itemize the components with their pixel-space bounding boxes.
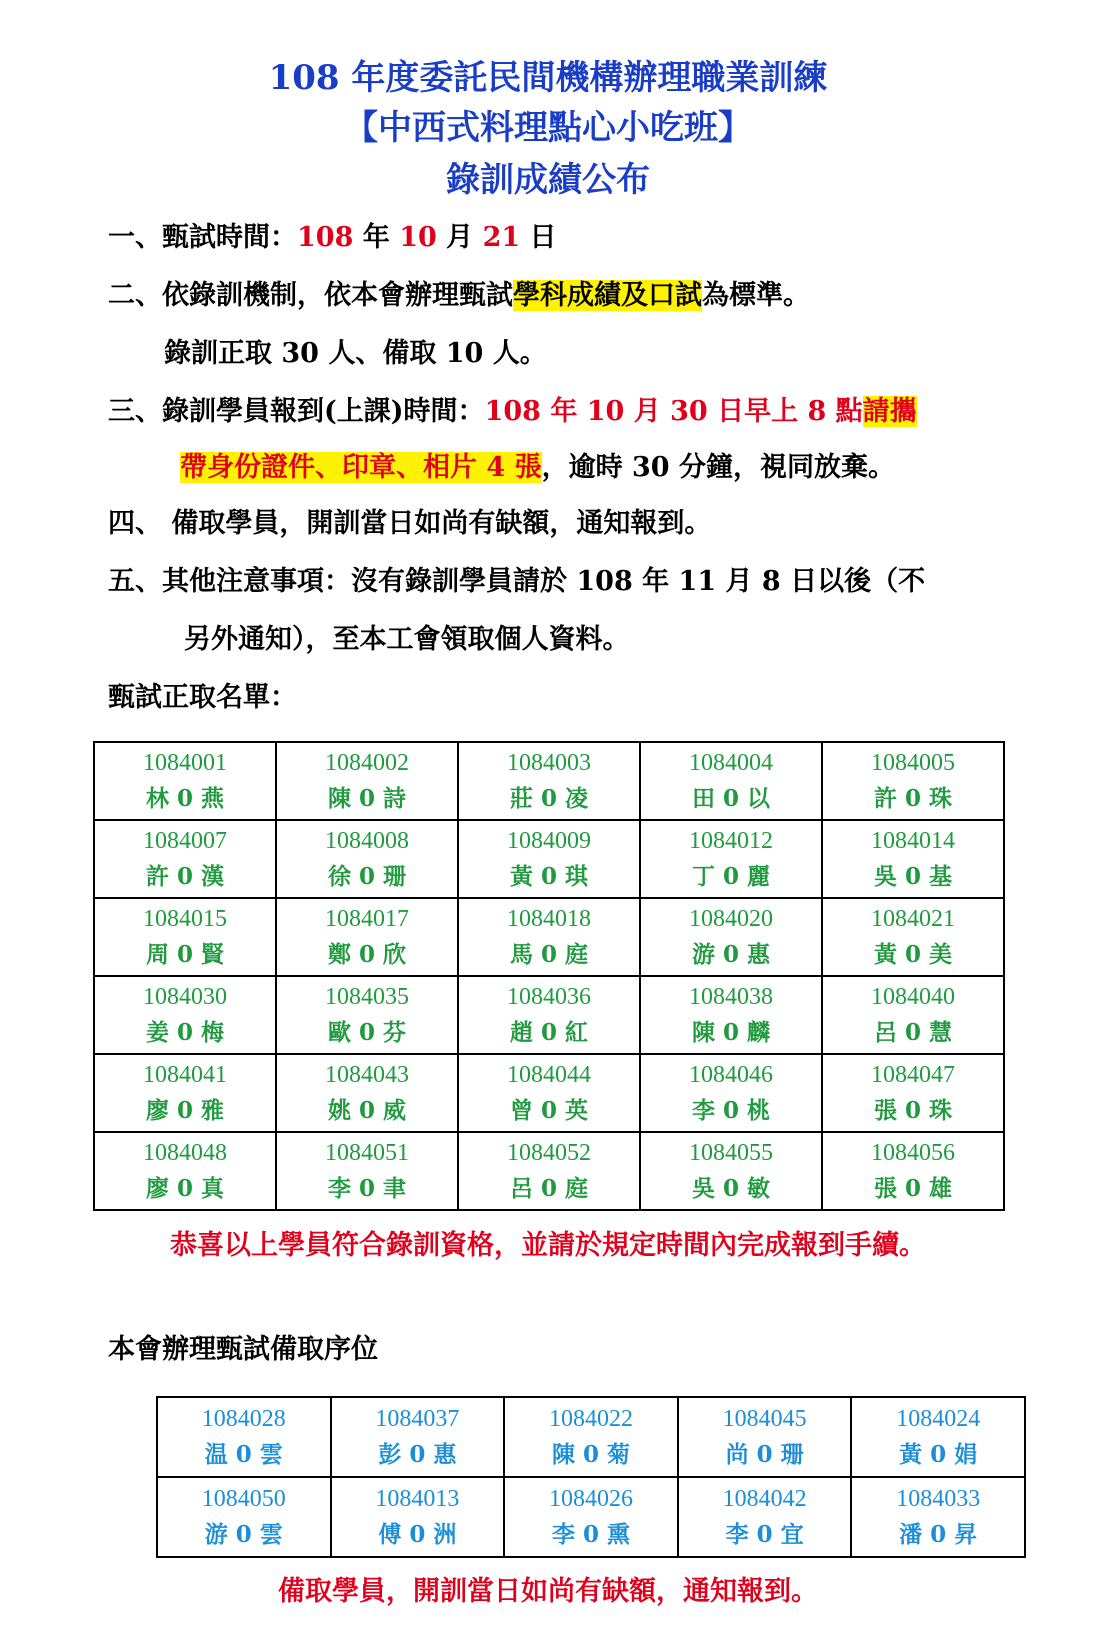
student-id: 1084046 (689, 1062, 773, 1088)
student-id: 1084030 (143, 984, 227, 1010)
student-name: 李 0 熏 (551, 1521, 630, 1548)
student-id: 1084012 (689, 828, 773, 854)
table-cell (157, 1477, 331, 1557)
student-id: 1084020 (689, 906, 773, 932)
student-name: 許 0 珠 (873, 785, 953, 812)
student-id: 1084048 (143, 1140, 227, 1166)
table-cell (851, 1397, 1025, 1477)
table-cell (94, 898, 276, 976)
student-id: 1084005 (871, 750, 955, 776)
exam-year-unit: 年 (353, 222, 400, 253)
exam-month-unit: 月 (436, 222, 483, 253)
report-bring-highlight-a: 請攜 (862, 396, 917, 427)
table-cell (504, 1477, 678, 1557)
student-id: 1084056 (871, 1140, 955, 1166)
table-cell (822, 976, 1004, 1054)
table-row (157, 1477, 1025, 1557)
student-name: 周 0 賢 (145, 941, 225, 968)
report-prefix: 三、錄訓學員報到(上課)時間： (108, 396, 485, 427)
table-row (94, 898, 1004, 976)
student-name: 姚 0 威 (327, 1097, 407, 1124)
student-id: 1084003 (507, 750, 591, 776)
student-name: 尚 0 珊 (725, 1441, 804, 1468)
table-row (157, 1397, 1025, 1477)
table-row (94, 976, 1004, 1054)
student-id: 1084037 (375, 1406, 460, 1432)
student-id: 1084033 (896, 1486, 981, 1512)
student-name: 黃 0 美 (873, 941, 953, 968)
student-name: 陳 0 菊 (551, 1441, 630, 1468)
table-cell (678, 1477, 852, 1557)
congrats-message: 恭喜以上學員符合錄訓資格，並請於規定時間內完成報到手續。 (170, 1230, 926, 1261)
student-id: 1084036 (507, 984, 591, 1010)
waitlist-table (156, 1396, 1026, 1558)
table-cell (504, 1397, 678, 1477)
table-cell (640, 742, 822, 820)
student-id: 1084040 (871, 984, 955, 1010)
student-id: 1084026 (548, 1486, 633, 1512)
table-cell (640, 820, 822, 898)
table-cell (276, 1054, 458, 1132)
item-report-time (108, 394, 917, 430)
student-name: 游 0 惠 (691, 941, 771, 968)
student-name: 張 0 雄 (873, 1175, 953, 1202)
student-id: 1084047 (871, 1062, 955, 1088)
table-cell (276, 742, 458, 820)
table-row (94, 820, 1004, 898)
criteria-prefix: 二、依錄訓機制，依本會辦理甄試 (108, 280, 513, 311)
table-cell (822, 1054, 1004, 1132)
student-id: 1084015 (143, 906, 227, 932)
table-cell (276, 898, 458, 976)
student-id: 1084022 (548, 1406, 633, 1432)
table-cell (640, 898, 822, 976)
item-waitlist-notice: 四、 備取學員，開訓當日如尚有缺額，通知報到。 (108, 508, 712, 539)
table-cell (276, 976, 458, 1054)
table-cell (94, 742, 276, 820)
student-id: 1084017 (325, 906, 409, 932)
student-id: 1084028 (201, 1406, 286, 1432)
table-cell (331, 1397, 505, 1477)
student-id: 1084042 (722, 1486, 807, 1512)
student-id: 1084009 (507, 828, 591, 854)
student-id: 1084050 (201, 1486, 286, 1512)
student-name: 馬 0 庭 (509, 941, 589, 968)
student-name: 張 0 珠 (873, 1097, 953, 1124)
table-cell (678, 1397, 852, 1477)
student-name: 吳 0 基 (873, 863, 953, 890)
student-id: 1084044 (507, 1062, 591, 1088)
item-quota: 錄訓正取 30 人、備取 10 人。 (164, 338, 547, 369)
student-name: 潘 0 昇 (899, 1521, 978, 1548)
table-cell (276, 1132, 458, 1210)
student-name: 莊 0 凌 (509, 785, 589, 812)
student-name: 丁 0 麗 (691, 863, 771, 890)
student-id: 1084035 (325, 984, 409, 1010)
table-cell (822, 1132, 1004, 1210)
student-name: 傅 0 洲 (378, 1521, 457, 1548)
table-cell (94, 1054, 276, 1132)
student-name: 黃 0 琪 (509, 863, 589, 890)
report-suffix: ，逾時 30 分鐘，視同放棄。 (541, 452, 895, 483)
table-cell (851, 1477, 1025, 1557)
student-name: 陳 0 麟 (691, 1019, 771, 1046)
table-cell (822, 820, 1004, 898)
student-id: 1084021 (871, 906, 955, 932)
item-exam-time-label: 一、甄試時間： (108, 222, 297, 253)
exam-day: 21 (482, 222, 521, 253)
table-cell (458, 1132, 640, 1210)
student-name: 黃 0 娟 (899, 1441, 978, 1468)
report-bring-highlight-b: 帶身份證件、印章、相片 4 張 (180, 452, 542, 483)
table-row (94, 1054, 1004, 1132)
title-line-2: 【中西式料理點心小吃班】 (344, 108, 752, 148)
student-id: 1084013 (375, 1486, 460, 1512)
table-row (94, 742, 1004, 820)
student-id: 1084043 (325, 1062, 409, 1088)
item-admission-criteria (108, 278, 810, 314)
table-cell (94, 1132, 276, 1210)
student-name: 姜 0 梅 (145, 1019, 225, 1046)
item-other-notes-cont: 另外通知），至本工會領取個人資料。 (184, 624, 630, 655)
waitlist-heading: 本會辦理甄試備取序位 (108, 1334, 378, 1365)
table-cell (276, 820, 458, 898)
report-datetime: 108 年 10 月 30 日早上 8 點 (484, 396, 863, 427)
table-cell (458, 1054, 640, 1132)
student-id: 1084007 (143, 828, 227, 854)
exam-year: 108 (297, 222, 354, 253)
table-cell (640, 1132, 822, 1210)
student-id: 1084052 (507, 1140, 591, 1166)
student-id: 1084008 (325, 828, 409, 854)
student-id: 1084018 (507, 906, 591, 932)
student-id: 1084051 (325, 1140, 409, 1166)
table-row (94, 1132, 1004, 1210)
student-id: 1084045 (722, 1406, 807, 1432)
student-name: 李 0 桃 (691, 1097, 771, 1124)
student-name: 鄭 0 欣 (327, 941, 407, 968)
student-id: 1084041 (143, 1062, 227, 1088)
student-name: 廖 0 真 (145, 1175, 225, 1202)
item-report-items (180, 450, 895, 486)
criteria-highlight: 學科成績及口試 (513, 280, 702, 311)
student-id: 1084014 (871, 828, 955, 854)
student-name: 歐 0 芬 (327, 1019, 407, 1046)
table-cell (94, 820, 276, 898)
item-other-notes: 五、其他注意事項：沒有錄訓學員請於 108 年 11 月 8 日以後（不 (108, 566, 926, 597)
student-name: 田 0 以 (691, 785, 771, 812)
student-name: 趙 0 紅 (509, 1019, 589, 1046)
student-name: 許 0 漢 (145, 863, 225, 890)
student-name: 呂 0 庭 (509, 1175, 589, 1202)
student-name: 廖 0 雅 (145, 1097, 225, 1124)
student-name: 李 0 宜 (725, 1521, 804, 1548)
student-id: 1084055 (689, 1140, 773, 1166)
student-name: 徐 0 珊 (327, 863, 407, 890)
student-id: 1084038 (689, 984, 773, 1010)
table-cell (822, 898, 1004, 976)
student-id: 1084004 (689, 750, 773, 776)
table-cell (822, 742, 1004, 820)
table-cell (94, 976, 276, 1054)
student-name: 温 0 雲 (204, 1441, 283, 1468)
admitted-heading: 甄試正取名單： (108, 682, 297, 713)
student-name: 李 0 聿 (327, 1175, 407, 1202)
criteria-suffix: 為標準。 (702, 280, 810, 311)
item-exam-time (108, 220, 557, 256)
student-name: 陳 0 詩 (327, 785, 407, 812)
student-name: 林 0 燕 (145, 785, 225, 812)
table-cell (157, 1397, 331, 1477)
student-name: 吳 0 敏 (691, 1175, 771, 1202)
table-cell (331, 1477, 505, 1557)
table-cell (640, 976, 822, 1054)
table-cell (640, 1054, 822, 1132)
title-line-1: 108 年度委託民間機構辦理職業訓練 (268, 58, 828, 98)
table-cell (458, 898, 640, 976)
title-line-3: 錄訓成績公布 (446, 160, 650, 200)
table-cell (458, 820, 640, 898)
table-cell (458, 976, 640, 1054)
student-name: 曾 0 英 (509, 1097, 589, 1124)
student-name: 呂 0 慧 (873, 1019, 953, 1046)
exam-month: 10 (399, 222, 437, 253)
student-name: 彭 0 惠 (378, 1441, 457, 1468)
student-id: 1084024 (896, 1406, 981, 1432)
student-id: 1084001 (143, 750, 227, 776)
admitted-table (93, 741, 1005, 1211)
student-id: 1084002 (325, 750, 409, 776)
student-name: 游 0 雲 (204, 1521, 283, 1548)
waitlist-note: 備取學員，開訓當日如尚有缺額，通知報到。 (278, 1576, 818, 1607)
table-cell (458, 742, 640, 820)
exam-day-unit: 日 (520, 222, 557, 253)
